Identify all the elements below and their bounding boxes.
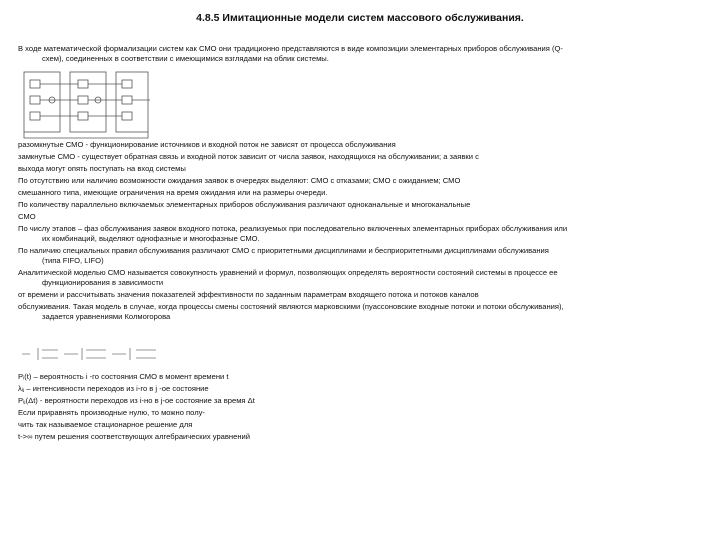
body-line: По количеству параллельно включаемых элементарных приборов обслуживания различают одноканальные и многоканальные xyxy=(18,200,471,209)
diagram-block xyxy=(30,96,40,104)
intro-line: схем), соединенных в соответствии с имеющимися взглядами на облик системы. xyxy=(42,54,329,63)
diagram-block xyxy=(30,112,40,120)
definition-line: чить так называемое стационарное решение для xyxy=(18,420,193,429)
definition-line: Если приравнять производные нулю, то можно полу- xyxy=(18,408,205,417)
diagram-block xyxy=(122,96,132,104)
body-line: от времени и рассчитывать значения показателей эффективности по заданным параметрам входящего потока и потоков каналов xyxy=(18,290,479,299)
kolmogorov-equation-image xyxy=(18,342,168,366)
diagram-block xyxy=(78,80,88,88)
body-line: разомкнутые СМО - функционирование источников и входной поток не зависят от процесса обслуживания xyxy=(18,140,396,149)
body-line: функционирования в зависимости xyxy=(42,278,164,287)
definition-line: Pᵢ(t) – вероятность i -го состояния СМО в момент времени t xyxy=(18,372,229,381)
body-line: По числу этапов – фаз обслуживания заявок входного потока, реализуемых при последовательно включенных элементарных приборах обслуживания или xyxy=(18,224,568,233)
body-line: По отсутствию или наличию возможности ожидания заявок в очередях выделяют: СМО с отказами; СМО с ожиданием; СМО xyxy=(18,176,461,185)
diagram-feedback-line xyxy=(24,132,148,138)
diagram-block xyxy=(122,80,132,88)
body-line: Аналитической моделью СМО называется совокупность уравнений и формул, позволяющих определять вероятности состояний системы в процессе ее xyxy=(18,268,558,277)
q-scheme-diagram xyxy=(22,70,152,142)
diagram-block xyxy=(122,112,132,120)
body-line: обслуживания. Такая модель в случае, когда процессы смены состояний являются марковскими (пуассоновские входные потоки и потоки обслуживания), xyxy=(18,302,564,311)
diagram-block xyxy=(78,96,88,104)
definition-line: Pᵢⱼ(Δt) - вероятности переходов из i-но в j-ое состояние за время Δt xyxy=(18,396,255,405)
body-line: (типа FIFO, LIFO) xyxy=(42,256,104,265)
intro-line: В ходе математической формализации систем как СМО они традиционно представляются в виде композиции элементарных приборов обслуживания (Q- xyxy=(18,44,563,53)
body-line: выхода могут опять поступать на вход системы xyxy=(18,164,186,173)
body-line: замкнутые СМО - существует обратная связь и входной поток зависит от числа заявок, находящихся на обслуживании; а заявки с xyxy=(18,152,479,161)
definition-line: λᵢⱼ – интенсивности переходов из i-го в j -ое состояние xyxy=(18,384,209,393)
diagram-block xyxy=(30,80,40,88)
body-line: СМО xyxy=(18,212,36,221)
page-title: 4.8.5 Имитационные модели систем массового обслуживания. xyxy=(196,12,524,24)
body-line: По наличию специальных правил обслуживания различают СМО с приоритетными дисциплинами и бесприоритетными дисциплинами обслуживания xyxy=(18,246,549,255)
definition-line: t->∞ путем решения соответствующих алгебраических уравнений xyxy=(18,432,251,441)
body-line: смешанного типа, имеющие ограничения на время ожидания или на размеры очереди. xyxy=(18,188,328,197)
body-line: их комбинаций, выделяют однофазные и многофазные СМО. xyxy=(42,234,260,243)
body-line: задается уравнениями Колмогорова xyxy=(42,312,171,321)
diagram-block xyxy=(78,112,88,120)
